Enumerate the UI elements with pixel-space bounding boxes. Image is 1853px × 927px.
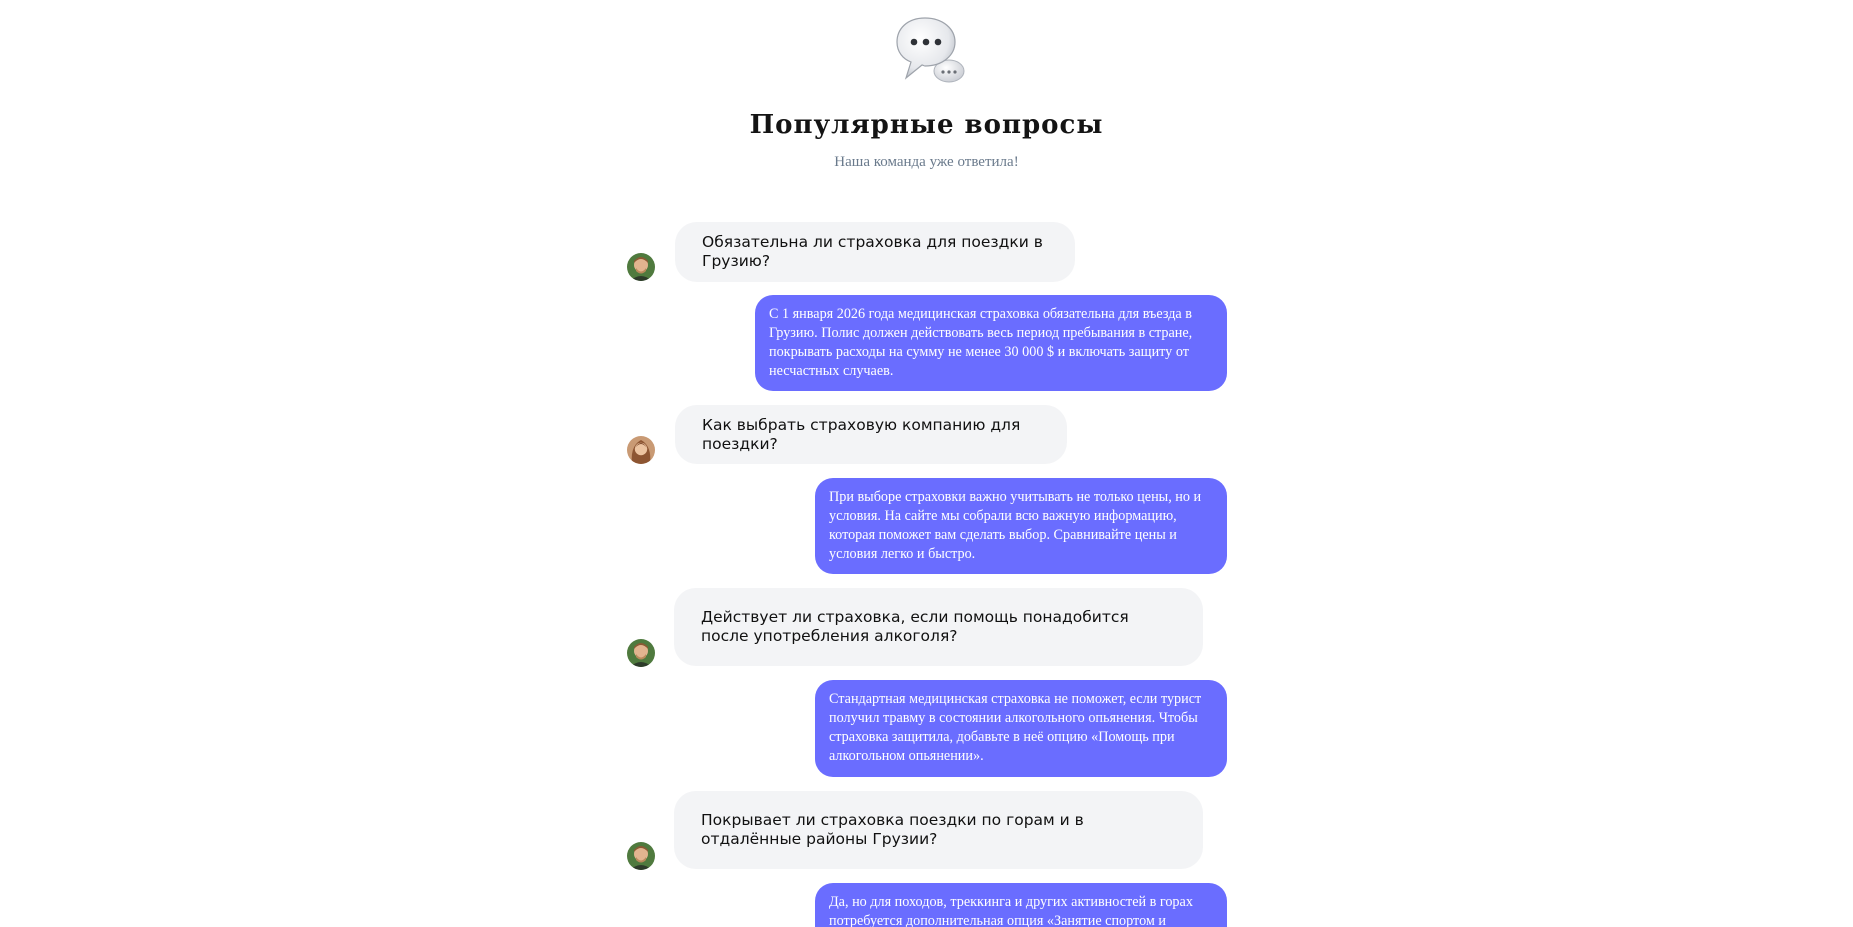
answer-bubble (755, 295, 1227, 391)
question-bubble[interactable] (675, 222, 1075, 282)
question-text: Покрывает ли страховка поездки по горам и в отдалённые районы Грузии? (701, 811, 1084, 848)
page-subtitle: Наша команда уже ответила! (834, 154, 1019, 170)
answer-text: Да, но для походов, треккинга и других активностей в горах потребуется дополнительная опция «Занятие спортом и (829, 894, 1193, 927)
answer-text: Стандартная медицинская страховка не поможет, если турист получил травму в состоянии алкогольного опьянения. Чтобы страховка защитила, добавьте в неё опцию «Помощь при алкогольном опьянении». (829, 691, 1202, 764)
avatar-woman-icon (627, 436, 655, 464)
question-bubble[interactable] (674, 791, 1203, 869)
answer-text: С 1 января 2026 года медицинская страховка обязательна для въезда в Грузию. Полис должен действовать весь период пребывания в стране, покрывать расходы на сумму не менее 30 000 $ и включать защиту от несчастных случаев. (769, 306, 1193, 379)
answer-bubble (815, 680, 1227, 777)
page-title: Популярные вопросы (749, 110, 1104, 140)
question-text: Обязательна ли страховка для поездки в Грузию? (702, 233, 1043, 270)
answer-text: При выборе страховки важно учитывать не только цены, но и условия. На сайте мы собрали всю важную информацию, которая поможет вам сделать выбор. Сравнивайте цены и условия легко и быстро. (829, 489, 1202, 562)
avatar-man-icon (627, 253, 655, 281)
question-bubble[interactable] (674, 588, 1203, 666)
answer-bubble (815, 883, 1227, 927)
question-text: Действует ли страховка, если помощь понадобится после употребления алкоголя? (701, 608, 1129, 645)
speech-bubble-icon (895, 16, 975, 86)
question-text: Как выбрать страховую компанию для поездки? (702, 415, 1021, 453)
avatar-man-icon (627, 639, 655, 667)
answer-bubble (815, 478, 1227, 574)
avatar-man-icon (627, 842, 655, 870)
question-bubble[interactable] (675, 405, 1067, 464)
